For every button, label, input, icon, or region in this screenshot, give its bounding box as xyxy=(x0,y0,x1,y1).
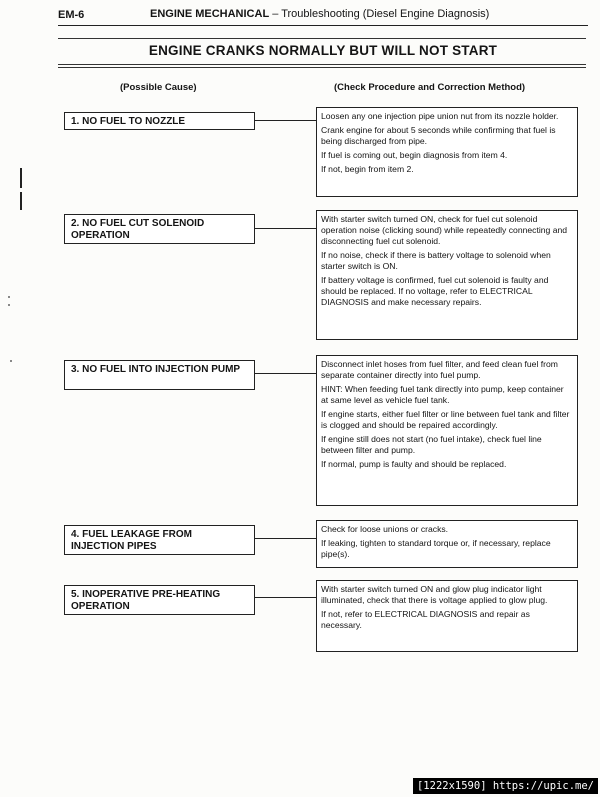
connector-line-5 xyxy=(255,597,316,598)
header-rule xyxy=(58,25,588,26)
header-section: ENGINE MECHANICAL xyxy=(150,8,270,20)
check-box-3 xyxy=(316,355,578,506)
cause-box-4: 4. FUEL LEAKAGE FROM INJECTION PIPES xyxy=(64,525,255,555)
connector-line-1 xyxy=(255,120,316,121)
check-text: If fuel is coming out, begin diagnosis from item 4. xyxy=(321,150,508,160)
header-subtitle: – Troubleshooting (Diesel Engine Diagnosis) xyxy=(269,8,490,20)
connector-line-4 xyxy=(255,538,316,539)
check-text: If normal, pump is faulty and should be replaced. xyxy=(321,459,507,469)
cause-box-3: 3. NO FUEL INTO INJECTION PUMP xyxy=(64,360,255,390)
check-text: Check for loose unions or cracks. xyxy=(321,524,449,534)
check-text: With starter switch turned ON and glow plug indicator light illuminated, check that there is voltage applied to glow plug. xyxy=(321,584,548,605)
cause-box-1: 1. NO FUEL TO NOZZLE xyxy=(64,112,255,130)
check-box-5 xyxy=(316,580,578,652)
page-number: EM-6 xyxy=(58,9,85,21)
check-text: If engine still does not start (no fuel intake), check fuel line between filter and pump. xyxy=(321,434,542,455)
scan-speck xyxy=(8,296,10,298)
check-box-1 xyxy=(316,107,578,197)
check-box-4 xyxy=(316,520,578,568)
check-text: If no noise, check if there is battery voltage to solenoid when starter switch is ON. xyxy=(321,250,551,271)
check-text: If battery voltage is confirmed, fuel cut solenoid is faulty and should be replaced. If no voltage, refer to ELECTRICAL DIAGNOSIS and make necessary repairs. xyxy=(321,275,549,307)
check-text: If engine starts, either fuel filter or line between fuel tank and filter is clogged and should be repaired accordingly. xyxy=(321,409,570,430)
check-box-2 xyxy=(316,210,578,340)
connector-line-2 xyxy=(255,228,316,229)
check-text: With starter switch turned ON, check for fuel cut solenoid operation noise (clicking sound) while repeatedly connecting and disconnecting fuel cut solenoid. xyxy=(321,214,568,246)
watermark-badge: [1222x1590] https://upic.me/ xyxy=(413,778,598,794)
check-text: If not, refer to ELECTRICAL DIAGNOSIS and repair as necessary. xyxy=(321,609,530,630)
check-text: Disconnect inlet hoses from fuel filter, and feed clean fuel from separate container directly into fuel pump. xyxy=(321,359,558,380)
scan-speck xyxy=(8,304,10,306)
check-text: Crank engine for about 5 seconds while confirming that fuel is being discharged from pipe. xyxy=(321,125,556,146)
cause-box-2: 2. NO FUEL CUT SOLENOID OPERATION xyxy=(64,214,255,244)
check-text: If leaking, tighten to standard torque or, if necessary, replace pipe(s). xyxy=(321,538,551,559)
title-rule-top xyxy=(58,38,586,39)
title-rule-bottom xyxy=(58,64,586,65)
column-header-cause: (Possible Cause) xyxy=(120,82,197,93)
check-text: If not, begin from item 2. xyxy=(321,164,414,174)
check-text: HINT: When feeding fuel tank directly into pump, keep container at same level as vehicle fuel tank. xyxy=(321,384,564,405)
column-header-check: (Check Procedure and Correction Method) xyxy=(334,82,526,93)
title-rule-bottom-2 xyxy=(58,67,586,68)
margin-mark xyxy=(20,192,22,210)
page-title: ENGINE CRANKS NORMALLY BUT WILL NOT START xyxy=(148,43,498,58)
connector-line-3 xyxy=(255,373,316,374)
cause-box-5: 5. INOPERATIVE PRE-HEATING OPERATION xyxy=(64,585,255,615)
page-header xyxy=(58,8,588,26)
check-text: Loosen any one injection pipe union nut from its nozzle holder. xyxy=(321,111,559,121)
header-title xyxy=(150,8,489,20)
scan-speck xyxy=(10,360,12,362)
margin-mark xyxy=(20,168,22,188)
